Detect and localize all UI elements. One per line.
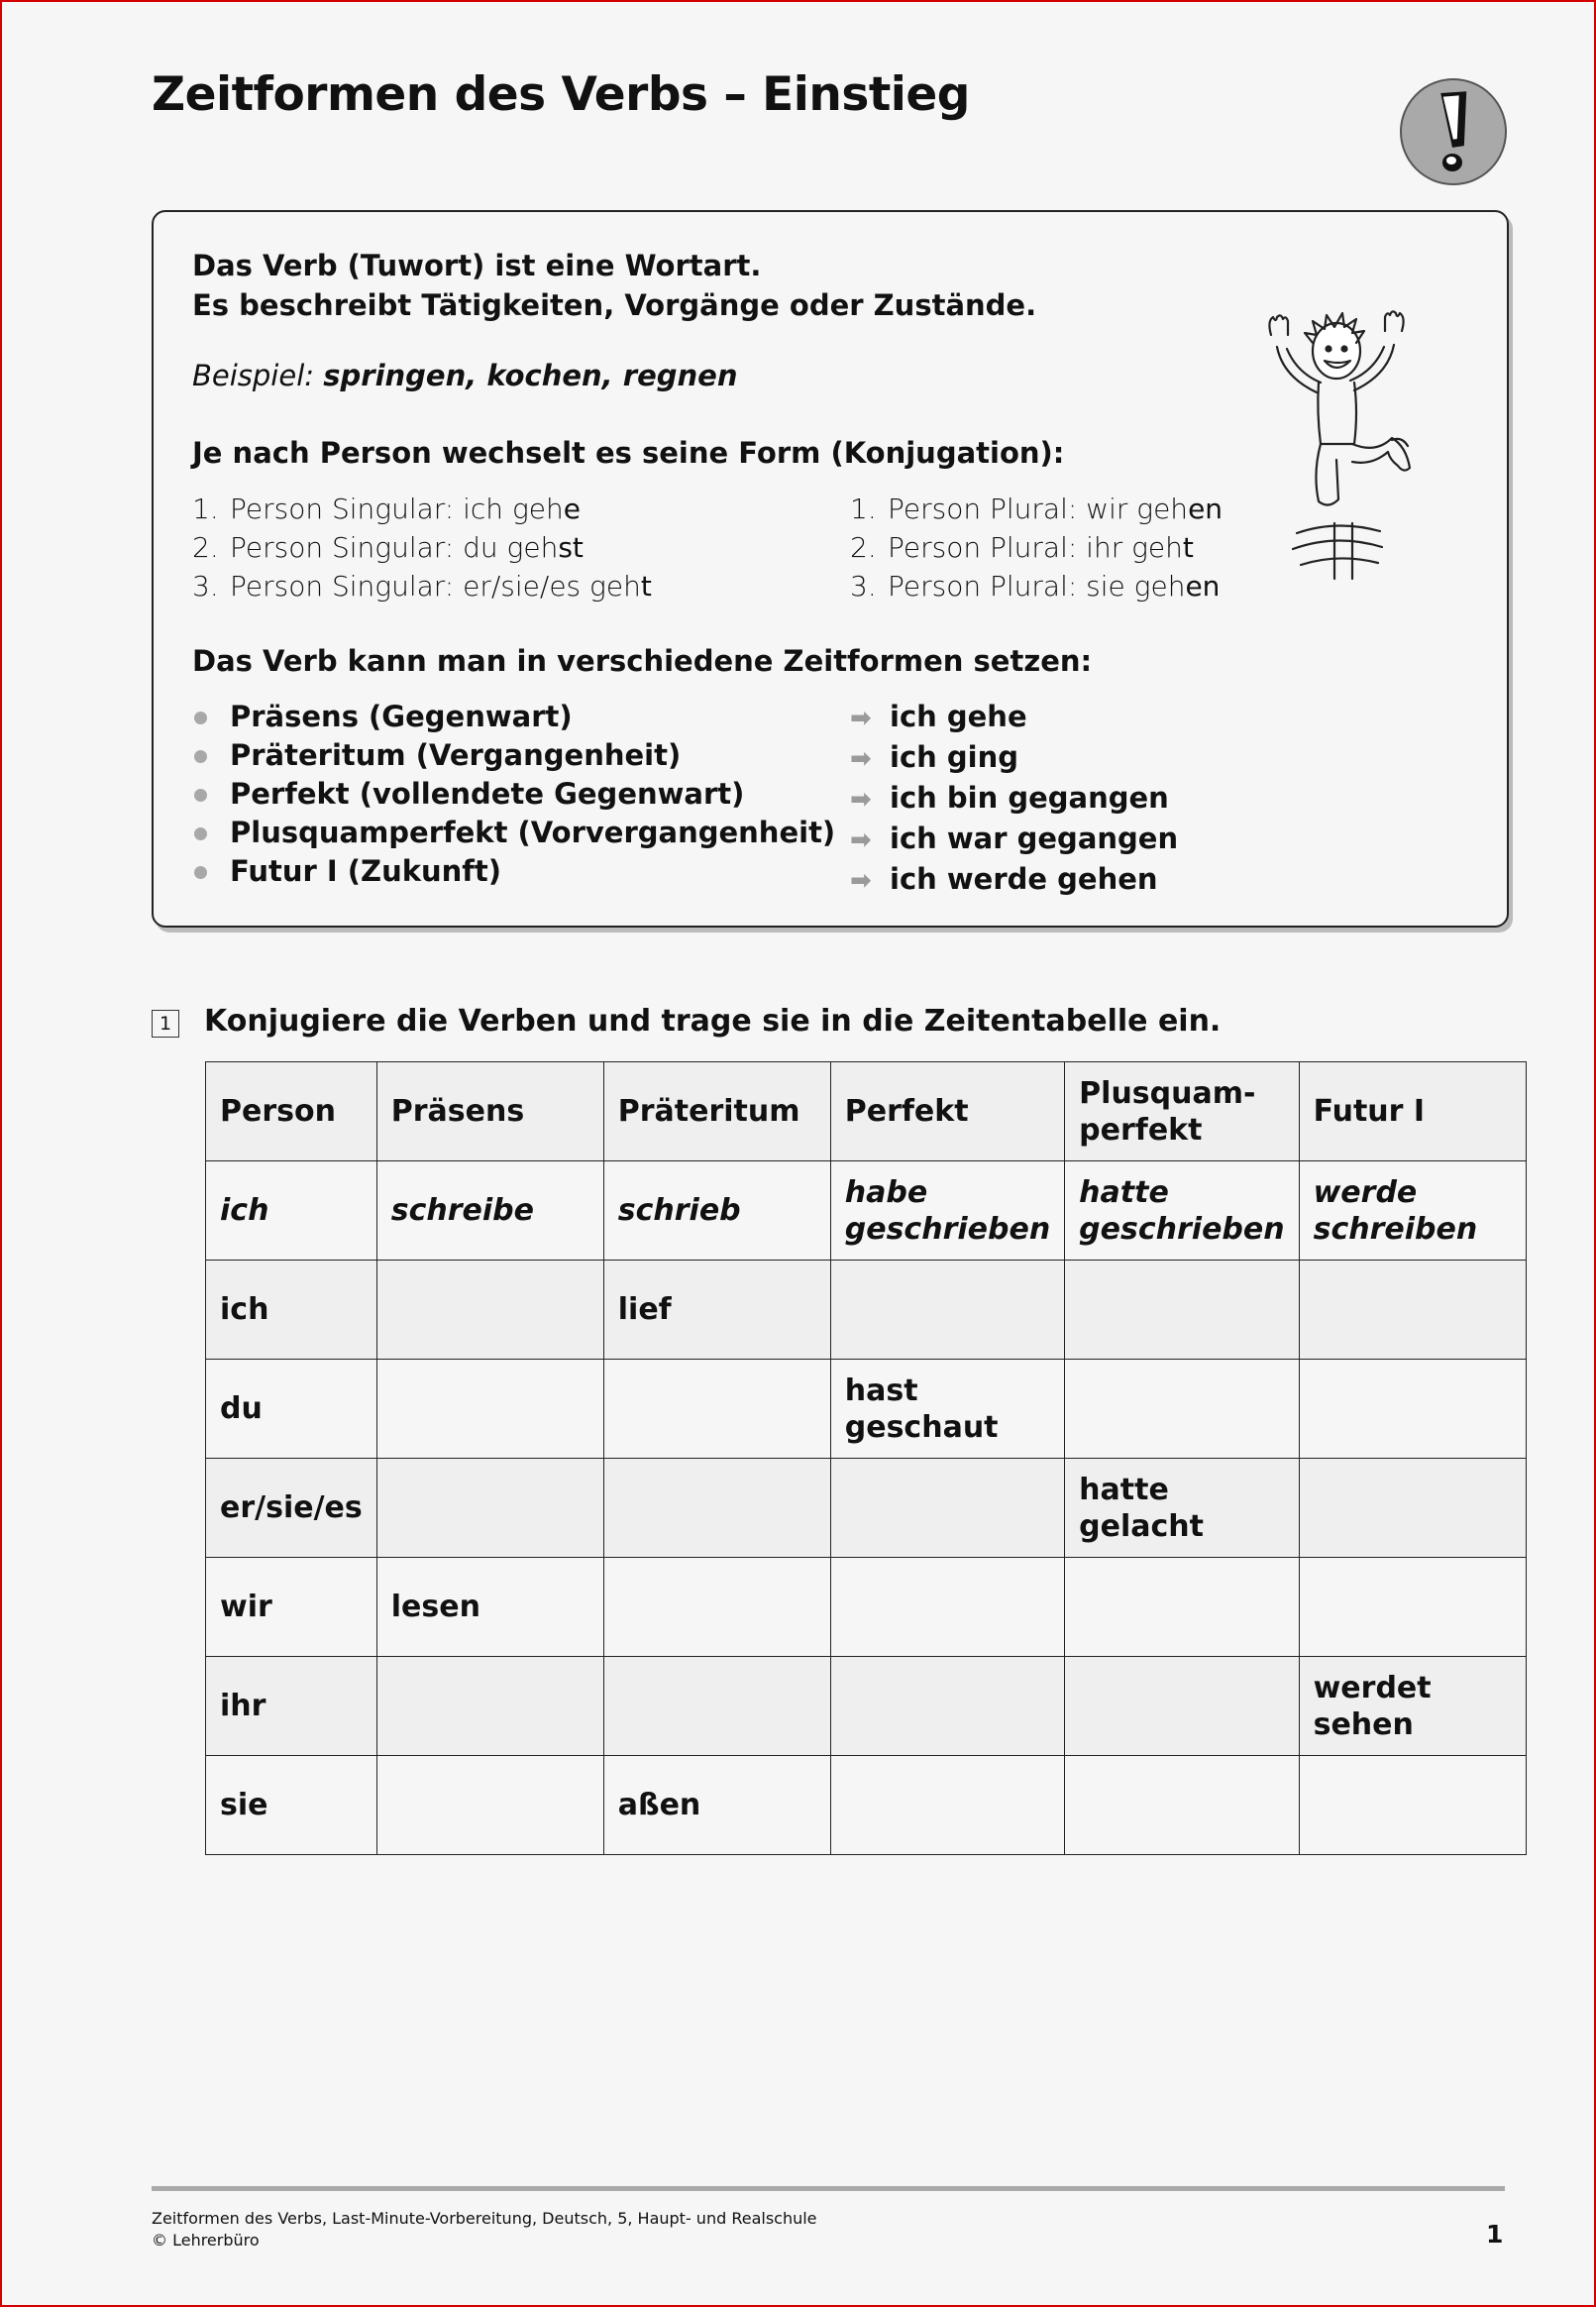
table-cell[interactable] xyxy=(1299,1261,1526,1360)
footer-line-1: Zeitformen des Verbs, Last-Minute-Vorbereitung, Deutsch, 5, Haupt- und Realschule xyxy=(152,2209,817,2228)
table-cell[interactable]: lesen xyxy=(376,1558,603,1657)
table-cell[interactable] xyxy=(830,1261,1064,1360)
table-cell[interactable]: hatte geschrieben xyxy=(1065,1161,1299,1261)
footer-divider xyxy=(152,2186,1505,2191)
table-cell[interactable] xyxy=(830,1657,1064,1756)
column-header: Person xyxy=(206,1062,377,1161)
list-item: 1. Person Singular: ich gehe xyxy=(192,493,581,525)
person-cell: sie xyxy=(206,1756,377,1855)
singular-list xyxy=(192,490,652,605)
table-cell[interactable]: habe geschrieben xyxy=(830,1161,1064,1261)
table-cell[interactable] xyxy=(1299,1360,1526,1459)
list-item: ➡ ich ging xyxy=(850,738,1178,779)
person-cell: ich xyxy=(206,1261,377,1360)
arrow-right-icon: ➡ xyxy=(850,785,872,815)
column-header: Präteritum xyxy=(603,1062,830,1161)
list-item: ➡ ich bin gegangen xyxy=(850,779,1178,820)
list-item: ➡ ich werde gehen xyxy=(850,860,1178,901)
table-cell[interactable]: hast geschaut xyxy=(830,1360,1064,1459)
table-cell[interactable]: hatte gelacht xyxy=(1065,1459,1299,1558)
info-box xyxy=(152,210,1509,928)
table-cell[interactable] xyxy=(603,1558,830,1657)
table-cell[interactable] xyxy=(603,1360,830,1459)
table-cell[interactable] xyxy=(1299,1558,1526,1657)
table-cell[interactable] xyxy=(376,1657,603,1756)
list-item: ➡ ich gehe xyxy=(850,698,1178,738)
tense-example-list xyxy=(850,698,1178,901)
arrow-right-icon: ➡ xyxy=(850,825,872,855)
table-cell[interactable] xyxy=(1065,1360,1299,1459)
table-row xyxy=(206,1558,1527,1657)
table-row xyxy=(206,1756,1527,1855)
list-item: Perfekt (vollendete Gegenwart) xyxy=(192,775,835,814)
list-item: 3. Person Plural: sie gehen xyxy=(850,570,1221,603)
task-number: 1 xyxy=(152,1010,179,1038)
table-row xyxy=(206,1657,1527,1756)
footer-line-2: © Lehrerbüro xyxy=(152,2231,260,2250)
table-cell[interactable]: werdet sehen xyxy=(1299,1657,1526,1756)
table-row xyxy=(206,1161,1527,1261)
table-cell[interactable]: aßen xyxy=(603,1756,830,1855)
table-cell[interactable] xyxy=(1065,1558,1299,1657)
arrow-right-icon: ➡ xyxy=(850,704,872,733)
example-line xyxy=(192,359,738,392)
example-words: springen, kochen, regnen xyxy=(323,359,738,392)
tenses-heading: Das Verb kann man in verschiedene Zeitformen setzen: xyxy=(192,644,1093,678)
list-item: Plusquamperfekt (Vorvergangenheit) xyxy=(192,814,835,852)
definition-line-1: Das Verb (Tuwort) ist eine Wortart. xyxy=(192,249,762,282)
table-cell[interactable] xyxy=(603,1459,830,1558)
person-cell: wir xyxy=(206,1558,377,1657)
table-cell[interactable] xyxy=(376,1261,603,1360)
bullet-dot-icon xyxy=(194,712,207,724)
list-item: Präsens (Gegenwart) xyxy=(192,698,835,736)
list-item: Präteritum (Vergangenheit) xyxy=(192,736,835,775)
table-cell[interactable] xyxy=(830,1756,1064,1855)
person-cell: ich xyxy=(206,1161,377,1261)
task-instruction: Konjugiere die Verben und trage sie in die Zeitentabelle ein. xyxy=(204,1004,1222,1039)
table-cell[interactable]: werde schreiben xyxy=(1299,1161,1526,1261)
jumping-boy-icon xyxy=(1253,295,1441,593)
table-cell[interactable] xyxy=(376,1360,603,1459)
list-item: 1. Person Plural: wir gehen xyxy=(850,493,1224,525)
list-item: Futur I (Zukunft) xyxy=(192,852,835,891)
verb-definition xyxy=(192,246,1036,325)
conjugation-heading: Je nach Person wechselt es seine Form (Konjugation): xyxy=(192,436,1065,470)
column-header: Plusquam- perfekt xyxy=(1065,1062,1299,1161)
table-row xyxy=(206,1261,1527,1360)
table-cell[interactable] xyxy=(1299,1459,1526,1558)
table-cell[interactable] xyxy=(1065,1756,1299,1855)
table-cell[interactable] xyxy=(830,1558,1064,1657)
list-item: 2. Person Singular: du gehst xyxy=(192,531,584,564)
arrow-right-icon: ➡ xyxy=(850,866,872,896)
plural-list xyxy=(850,490,1223,605)
page-title: Zeitformen des Verbs – Einstieg xyxy=(152,67,970,122)
definition-line-2: Es beschreibt Tätigkeiten, Vorgänge oder Zustände. xyxy=(192,288,1037,322)
person-cell: ihr xyxy=(206,1657,377,1756)
bullet-dot-icon xyxy=(194,827,207,840)
tense-list xyxy=(192,698,835,891)
table-cell[interactable]: schrieb xyxy=(603,1161,830,1261)
table-cell[interactable] xyxy=(376,1459,603,1558)
table-cell[interactable] xyxy=(1299,1756,1526,1855)
bullet-dot-icon xyxy=(194,750,207,763)
table-cell[interactable] xyxy=(1065,1657,1299,1756)
person-cell: er/sie/es xyxy=(206,1459,377,1558)
list-item: ➡ ich war gegangen xyxy=(850,820,1178,860)
column-header: Perfekt xyxy=(830,1062,1064,1161)
arrow-right-icon: ➡ xyxy=(850,744,872,774)
tense-table xyxy=(205,1061,1527,1855)
example-label: Beispiel: xyxy=(192,359,315,392)
table-cell[interactable] xyxy=(376,1756,603,1855)
bullet-dot-icon xyxy=(194,789,207,802)
page-number: 1 xyxy=(1486,2220,1504,2249)
column-header: Futur I xyxy=(1299,1062,1526,1161)
table-header-row xyxy=(206,1062,1527,1161)
table-cell[interactable]: lief xyxy=(603,1261,830,1360)
table-row xyxy=(206,1360,1527,1459)
exclamation-icon xyxy=(1399,77,1508,186)
column-header: Präsens xyxy=(376,1062,603,1161)
list-item: 3. Person Singular: er/sie/es geht xyxy=(192,570,652,603)
table-cell[interactable] xyxy=(1065,1261,1299,1360)
list-item: 2. Person Plural: ihr geht xyxy=(850,531,1194,564)
table-cell[interactable] xyxy=(830,1459,1064,1558)
table-cell[interactable]: schreibe xyxy=(376,1161,603,1261)
table-row xyxy=(206,1459,1527,1558)
footer-credits xyxy=(152,2208,817,2252)
table-cell[interactable] xyxy=(603,1657,830,1756)
person-cell: du xyxy=(206,1360,377,1459)
bullet-dot-icon xyxy=(194,866,207,879)
